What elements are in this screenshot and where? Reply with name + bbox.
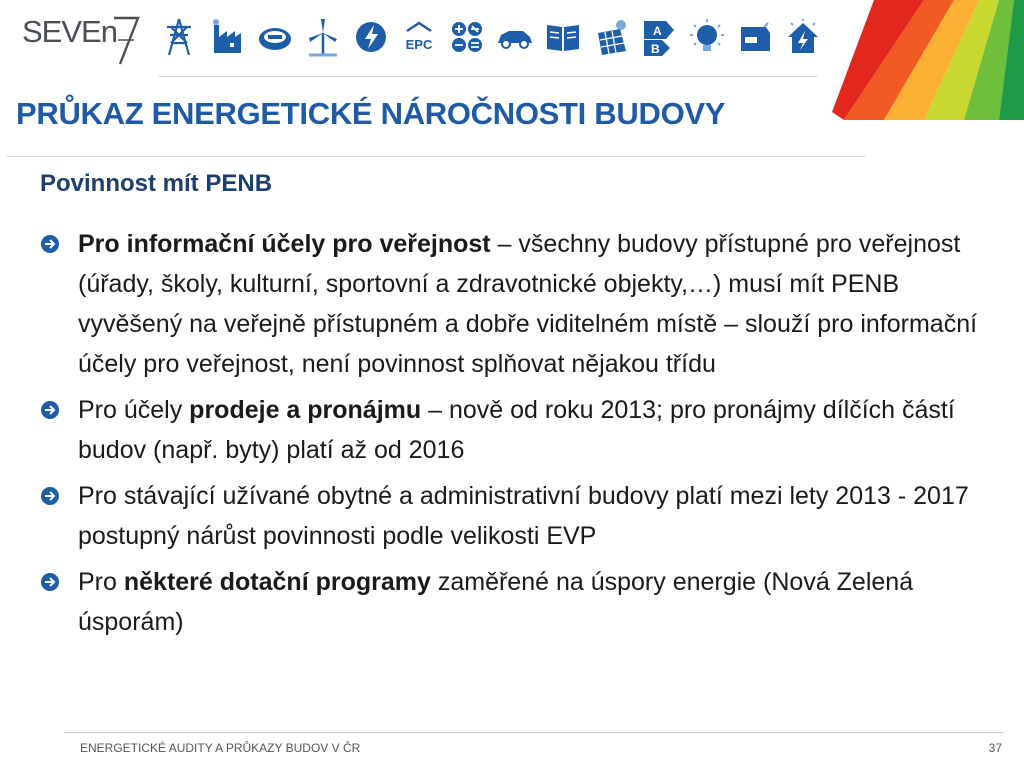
header-icon-strip xyxy=(158,14,824,60)
logo-text: SEVEn xyxy=(22,14,117,49)
bullet-bold: některé dotační programy xyxy=(123,568,431,596)
slide-title: PRŮKAZ ENERGETICKÉ NÁROČNOSTI BUDOVY xyxy=(16,96,726,131)
epc-icon xyxy=(398,14,440,60)
bullet-text-pre: Pro účely xyxy=(78,396,190,424)
car-icon xyxy=(494,14,536,60)
class-b-label: B xyxy=(651,42,660,56)
footer-divider xyxy=(64,732,1004,733)
bullet-text-pre: Pro xyxy=(78,568,124,596)
factory-icon xyxy=(206,14,248,60)
arrow-right-circle-icon xyxy=(40,486,60,506)
list-item xyxy=(40,390,1010,470)
book-icon xyxy=(542,14,584,60)
footer-text: ENERGETICKÉ AUDITY A PRŮKAZY BUDOV V ČR xyxy=(80,741,361,755)
class-a-label: A xyxy=(653,24,662,38)
energy-meter-icon xyxy=(254,14,296,60)
bullet-text: – všechny budovy přístupné pro veřejnost (úřady, školy, kulturní, sportovní a zdravotnické objekty,…) musí mít PENB vyvěšený na veřejně přístupném a dobře viditelném místě – slouží pro informační účely pro veřejnost, není povinnost splňovat nějakou třídu xyxy=(78,230,978,378)
logo-seven-swoosh xyxy=(22,10,140,66)
epc-label: EPC xyxy=(405,37,433,52)
list-item xyxy=(40,224,1010,384)
bullet-text: Pro stávající užívané obytné a administrativní budovy platí mezi lety 2013 - 2017 postupný nárůst povinnosti podle velikosti EVP xyxy=(78,482,969,550)
slide-subtitle: Povinnost mít PENB xyxy=(40,170,273,197)
bullet-list xyxy=(40,224,1010,648)
list-item xyxy=(40,562,1010,642)
list-item xyxy=(40,476,1010,556)
rainbow-decoration xyxy=(814,0,1024,120)
arrow-right-circle-icon xyxy=(40,400,60,420)
bullet-text-post: zaměřené na úspory energie (Nová Zelená úsporám) xyxy=(78,568,914,636)
seven-logo xyxy=(22,10,140,62)
bullet-bold-lead: Pro informační účely pro veřejnost xyxy=(78,230,491,258)
calculator-icon xyxy=(446,14,488,60)
lightning-icon xyxy=(350,14,392,60)
bullet-text-post: – nově od roku 2013; pro pronájmy dílčích částí budov (např. byty) platí až od 2016 xyxy=(78,396,955,464)
page-number: 37 xyxy=(988,741,1002,755)
energy-class-ab-icon xyxy=(638,14,680,60)
wind-turbine-icon xyxy=(302,14,344,60)
header-divider xyxy=(158,76,818,77)
bullet-bold: prodeje a pronájmu xyxy=(189,396,422,424)
wallet-icon xyxy=(734,14,776,60)
title-divider xyxy=(6,156,866,157)
solar-panel-icon xyxy=(590,14,632,60)
arrow-right-circle-icon xyxy=(40,572,60,592)
light-bulb-icon xyxy=(686,14,728,60)
arrow-right-circle-icon xyxy=(40,234,60,254)
power-pylon-icon xyxy=(158,14,200,60)
